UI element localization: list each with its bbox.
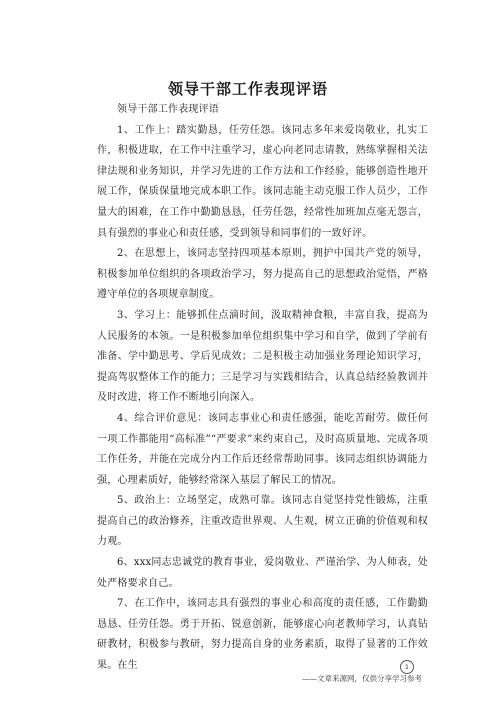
paragraph-4: 4、综合评价意见：该同志事业心和责任感强，能吃苦耐劳。做任何一项工作都能用“高标准”“严要求”来约束自己，及时高质量地、完成各项工作任务，并能在完成分内工作后还经常帮助同事。该同志组织协调能力强，心理素质好，能够经常深入基层了解民工的情况。 [97, 412, 428, 486]
paragraph-2: 2、在思想上，该同志坚持四项基本原则，拥护中国共产党的领导，积极参加单位组织的各项政治学习，努力提高自己的思想政治觉悟，严格遵守单位的各项规章制度。 [97, 248, 428, 301]
footer-text: ——文章来源网，仅供分享学习参考 [302, 674, 422, 683]
page-footer [302, 673, 422, 684]
paragraph-6: 6、xxx同志忠诚党的教育事业，爱岗敬业、严谨治学、为人师表，处处严格要求自己。 [97, 557, 428, 589]
paragraph-5: 5、政治上：立场坚定，成熟可靠。该同志自觉坚持党性锻炼，注重提高自己的政治修养，注重改造世界观、人生观，树立正确的价值观和权力观。 [97, 495, 428, 548]
document-body [97, 100, 428, 677]
document-title: 领导干部工作表现评语 [167, 80, 328, 98]
page-number-badge: 1 [400, 660, 414, 674]
paragraph-7: 7、在工作中，该同志具有强烈的事业心和高度的责任感，工作勤勤恳恳、任劳任怨。勇于开拓、锐意创新，能够虚心向老教师学习，认真钻研教材，积极参与教研，努力提高自身的业务素质，取得了显著的工作效果。在生 [97, 598, 428, 672]
document-subtitle: 领导干部工作表现评语 [117, 104, 219, 115]
paragraph-1: 1、工作上：踏实勤恳，任劳任怨。该同志多年来爱岗敬业，扎实工作，积极进取，在工作中注重学习，虚心向老同志请教，熟练掌握相关法律法规和业务知识，并学习先进的工作方法和工作经验，能够创造性地开展工作，保质保量地完成本职工作。该同志能主动克服工作人员少，工作量大的困难，在工作中勤勤恳恳，任劳任怨，经常性加班加点毫无怨言，具有强烈的事业心和责任感，受到领导和同事们的一致好评。 [97, 124, 428, 239]
paragraph-3: 3、学习上：能够抓住点滴时间，汲取精神食粮，丰富自我，提高为人民服务的本领。一是积极参加单位组织集中学习和自学，做到了学前有准备、学中勤思考、学后见成效；二是积极主动加强业务理论知识学习，提高驾驭整体工作的能力；三是学习与实践相结合，认真总结经验教训并及时改进，将工作不断地引向深入。 [97, 309, 428, 404]
